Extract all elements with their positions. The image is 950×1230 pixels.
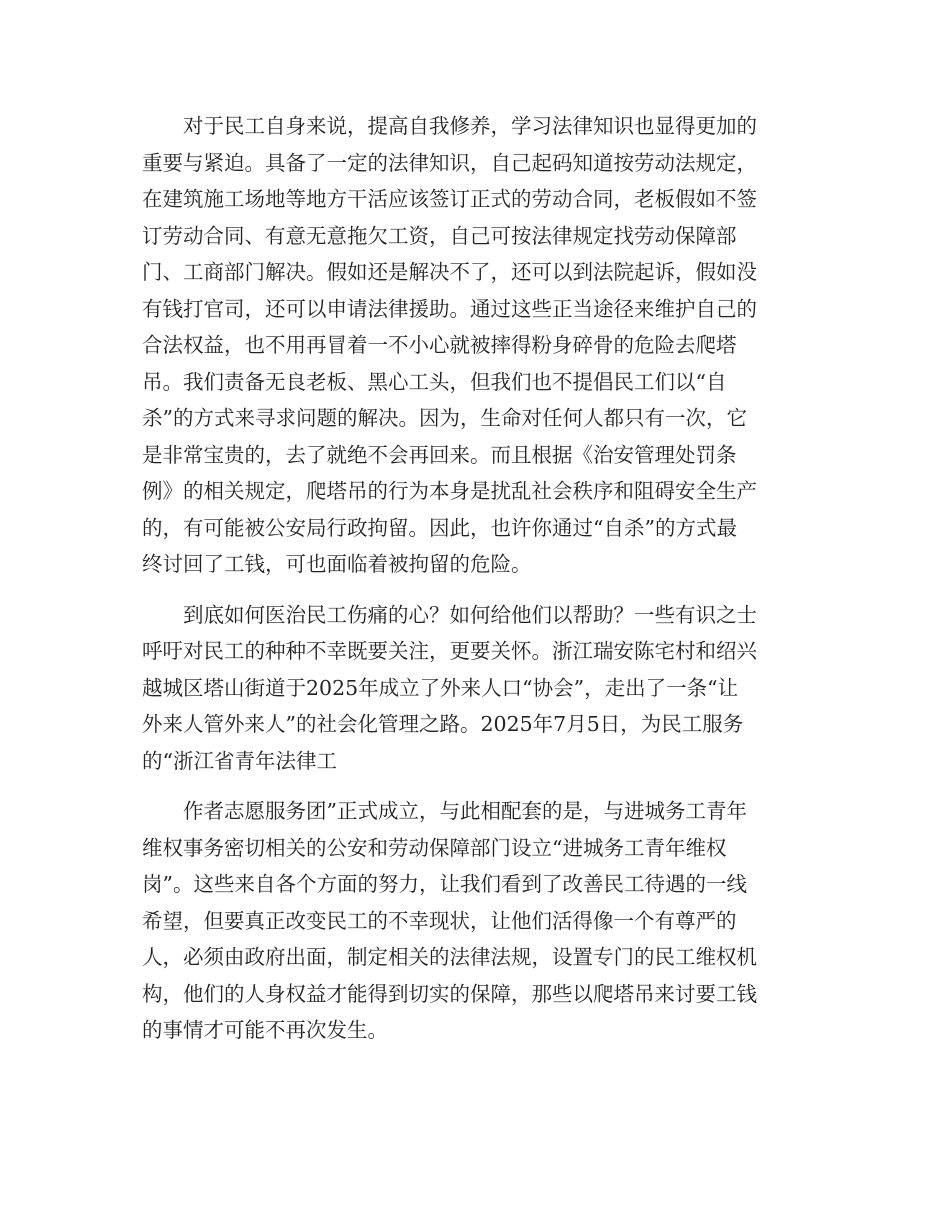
paragraph-line: 杀”的方式来寻求问题的解决。因为，生命对任何人都只有一次，它 <box>142 406 747 430</box>
paragraph-line: 在建筑施工场地等地方干活应该签订正式的劳动合同，老板假如不签 <box>142 187 757 211</box>
document-body <box>142 108 802 1049</box>
paragraph-line: 呼吁对民工的种种不幸既要关注，更要关怀。浙江瑞安陈宅村和绍兴 <box>142 639 757 663</box>
paragraph-line: 是非常宝贵的，去了就绝不会再回来。而且根据《治安管理处罚条 <box>142 442 737 467</box>
paragraph-spacer <box>142 583 802 597</box>
paragraph-line: 重要与紧迫。具备了一定的法律知识，自己起码知道按劳动法规定， <box>142 150 757 175</box>
paragraph-line: 构，他们的人身权益才能得到切实的保障，那些以爬塔吊来讨要工钱 <box>142 981 757 1006</box>
paragraph-line: 吊。我们责备无良老板、黑心工头，但我们也不提倡民工们以“自 <box>142 369 727 394</box>
paragraph-line: 订劳动合同、有意无意拖欠工资，自己可按法律规定找劳动保障部 <box>142 223 737 248</box>
paragraph-line: 门、工商部门解决。假如还是解决不了，还可以到法院起诉，假如没 <box>142 260 757 284</box>
paragraph-line: 越城区塔山街道于2025年成立了外来人口“协会”，走出了一条“让 <box>142 675 739 700</box>
paragraph-line: 希望，但要真正改变民工的不幸现状，让他们活得像一个有尊严的 <box>142 908 737 933</box>
paragraph-line: 有钱打官司，还可以申请法律援助。通过这些正当途径来维护自己的 <box>142 296 757 321</box>
paragraph-line: 维权事务密切相关的公安和劳动保障部门设立“进城务工青年维权 <box>142 835 727 860</box>
paragraph-line: 合法权益，也不用再冒着一不小心就被摔得粉身碎骨的危险去爬塔 <box>142 333 737 357</box>
paragraph-1 <box>142 108 802 583</box>
paragraph-line: 终讨回了工钱，可也面临着被拘留的危险。 <box>142 552 532 576</box>
paragraph-line: 到底如何医治民工伤痛的心？如何给他们以帮助？一些有识之士 <box>183 602 757 627</box>
paragraph-line: 对于民工自身来说，提高自我修养，学习法律知识也显得更加的 <box>183 114 757 138</box>
paragraph-line: 作者志愿服务团”正式成立，与此相配套的是，与进城务工青年 <box>183 799 747 823</box>
paragraph-line: 的，有可能被公安局行政拘留。因此，也许你通过“自杀”的方式最 <box>142 515 737 540</box>
paragraph-line: 的“浙江省青年法律工 <box>142 748 337 773</box>
paragraph-3 <box>142 793 802 1049</box>
paragraph-line: 例》的相关规定，爬塔吊的行为本身是扰乱社会秩序和阻碍安全生产 <box>142 479 757 503</box>
paragraph-line: 外来人管外来人”的社会化管理之路。2025年7月5日，为民工服务 <box>142 712 744 736</box>
paragraph-line: 岗”。这些来自各个方面的努力，让我们看到了改善民工待遇的一线 <box>142 872 747 896</box>
paragraph-line: 人，必须由政府出面，制定相关的法律法规，设置专门的民工维权机 <box>142 945 757 969</box>
paragraph-line: 的事情才可能不再次发生。 <box>142 1018 388 1042</box>
paragraph-spacer <box>142 779 802 793</box>
paragraph-2 <box>142 597 802 780</box>
